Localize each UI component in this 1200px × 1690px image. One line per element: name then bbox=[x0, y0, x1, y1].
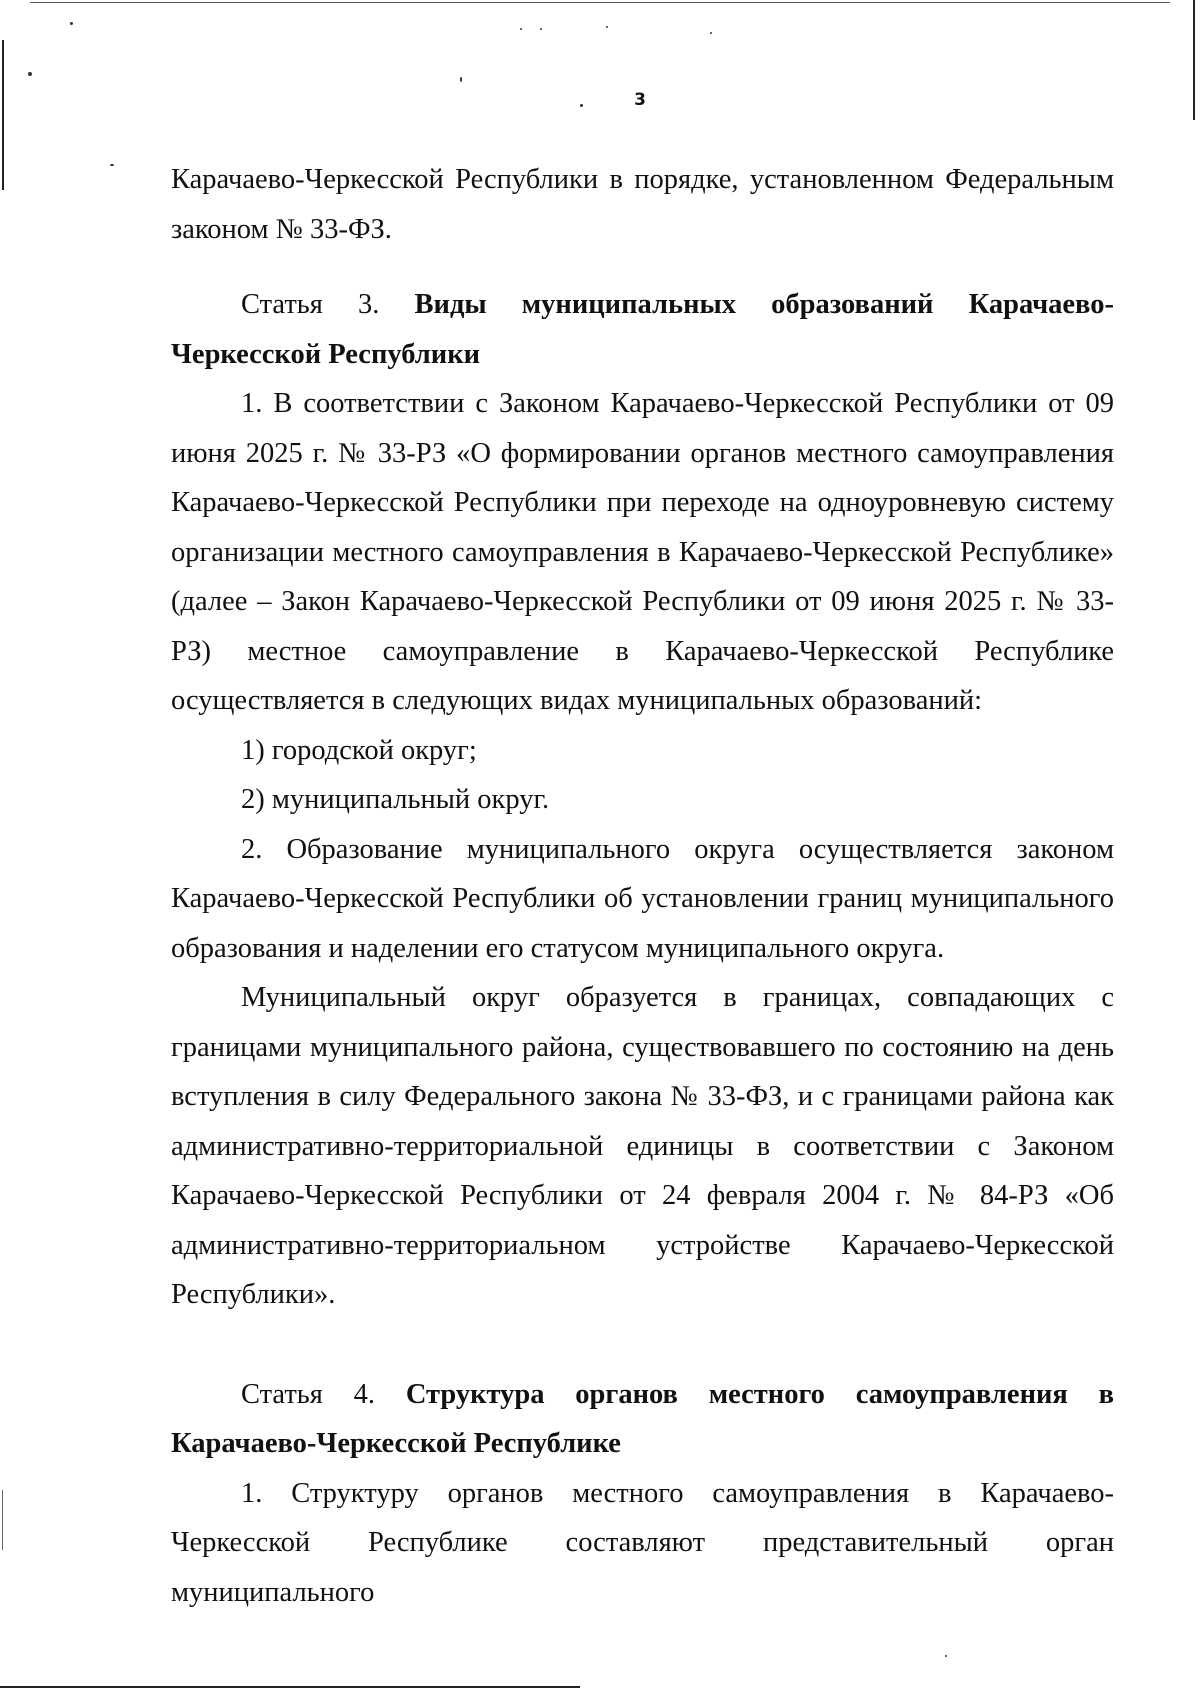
article-3-prefix: Статья 3. bbox=[241, 289, 415, 320]
article-3-paragraph-1: 1. В соответствии с Законом Карачаево-Черкесской Республики от 09 июня 2025 г. № 33-РЗ «О формировании органов местного самоуправления Карачаево-Черкесской Республики при переходе на одноуровневую систему организации местного самоуправления в Карачаево-Черкесской Республике» (далее – Закон Карачаево-Черкесской Республики от 09 июня 2025 г. № 33-РЗ) местное самоуправление в Карачаево-Черкесской Республике осуществляется в следующих видах муниципальных образований: bbox=[171, 388, 1114, 716]
scan-speck bbox=[70, 22, 73, 25]
spacer bbox=[171, 254, 1114, 280]
scan-speck bbox=[460, 77, 462, 82]
page-number: 3 bbox=[634, 90, 646, 110]
article-4-paragraph-1: 1. Структуру органов местного самоуправления в Карачаево-Черкесской Республике составляют представительный орган муниципального bbox=[171, 1477, 1114, 1608]
scan-edge-top bbox=[30, 2, 1170, 3]
intro-paragraph: Карачаево-Черкесской Республики в порядке, установленном Федеральным законом № 33-ФЗ. bbox=[171, 164, 1114, 245]
spacer bbox=[171, 1320, 1114, 1370]
scan-edge-left-lower bbox=[2, 1490, 3, 1550]
scan-speck bbox=[520, 28, 522, 30]
scan-edge-left bbox=[2, 40, 4, 190]
article-3-paragraph-2: 2. Образование муниципального округа осуществляется законом Карачаево-Черкесской Республики об установлении границ муниципального образования и наделении его статусом муниципального округа. bbox=[171, 833, 1114, 964]
article-3-heading bbox=[171, 280, 1114, 379]
scan-speck bbox=[710, 32, 712, 34]
article-4-prefix: Статья 4. bbox=[241, 1378, 406, 1410]
article-4-heading bbox=[171, 1370, 1114, 1469]
scan-edge-bottom bbox=[0, 1686, 580, 1688]
scan-speck bbox=[945, 1655, 947, 1657]
article-3-paragraph-3: Муниципальный округ образуется в границах, совпадающих с границами муниципального района, существовавшего по состоянию на день вступления в силу Федерального закона № 33-ФЗ, и с границами района как административно-территориальной единицы в соответствии с Законом Карачаево-Черкесской Республики от 24 февраля 2004 г. № 84-РЗ «Об административно-территориальном устройстве Карачаево-Черкесской Республики». bbox=[171, 982, 1114, 1310]
article-4-title: Структура органов местного самоуправления в Карачаево-Черкесской Республике bbox=[171, 1378, 1114, 1459]
scan-speck bbox=[540, 28, 542, 30]
scan-speck bbox=[28, 72, 32, 76]
scan-speck bbox=[606, 26, 608, 28]
document-body bbox=[171, 155, 1114, 1617]
article-3-title: Виды муниципальных образований Карачаево-Черкесской Республики bbox=[171, 289, 1114, 370]
article-3-list-item-2: 2) муниципальный округ. bbox=[241, 784, 550, 815]
article-3-list-item-1: 1) городской округ; bbox=[241, 734, 477, 766]
scan-speck bbox=[110, 164, 114, 166]
